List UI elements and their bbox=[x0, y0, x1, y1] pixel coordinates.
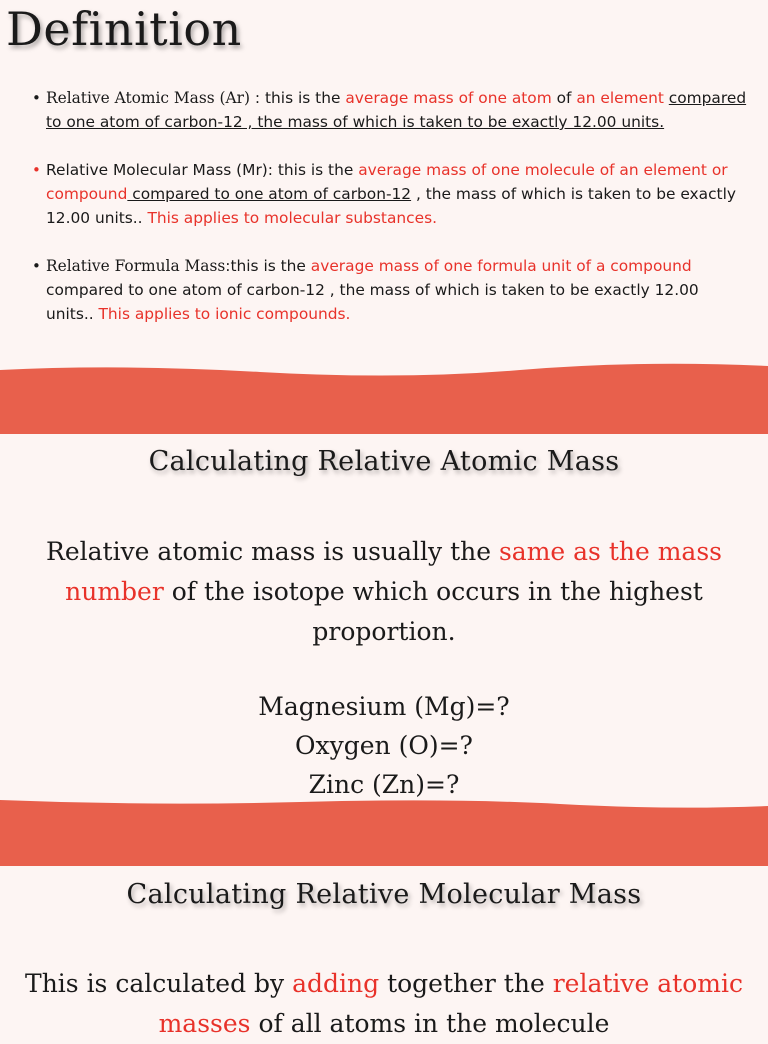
definition-text: :this is the bbox=[225, 257, 311, 275]
definition-label: Relative Formula Mass bbox=[46, 257, 226, 275]
definition-text: : this is the bbox=[250, 89, 346, 107]
paragraph-text: This is calculated by bbox=[25, 969, 293, 998]
paragraph-text: of the isotope which occurs in the highest proportion. bbox=[163, 577, 703, 646]
definition-label: Relative Atomic Mass (Ar) bbox=[46, 89, 251, 107]
section-heading-molecular: Calculating Relative Molecular Mass bbox=[126, 879, 642, 910]
definition-highlight: an element bbox=[576, 89, 664, 107]
definition-list bbox=[30, 86, 750, 350]
bullet-dot: • bbox=[32, 89, 41, 107]
definition-underlined-text: compared to one atom of carbon-12 , the mass of which is taken to be exactly 12.00 units. bbox=[46, 89, 747, 131]
question-list bbox=[0, 687, 768, 804]
question-oxygen: Oxygen (O)=? bbox=[295, 731, 473, 760]
molecular-mass-paragraph bbox=[20, 964, 748, 1044]
definition-highlight: This applies to molecular substances. bbox=[147, 209, 437, 227]
definition-relative-atomic-mass bbox=[30, 86, 750, 134]
paragraph-text: Relative atomic mass is usually the bbox=[46, 537, 499, 566]
definition-label: Relative Molecular Mass (Mr) bbox=[46, 161, 268, 179]
page-title: Definition bbox=[6, 2, 242, 56]
paragraph-highlight: adding bbox=[292, 969, 380, 998]
definition-text: compared to one atom of carbon-12 , the mass of which is taken to be exactly 12.00 units.. bbox=[46, 281, 699, 323]
question-magnesium: Magnesium (Mg)=? bbox=[258, 692, 510, 721]
definition-relative-formula-mass bbox=[30, 254, 750, 326]
section-heading-atomic: Calculating Relative Atomic Mass bbox=[148, 446, 620, 477]
definition-highlight: average mass of one molecule of an element or compound bbox=[46, 161, 728, 203]
definition-highlight: average mass of one atom bbox=[345, 89, 552, 107]
question-zinc: Zinc (Zn)=? bbox=[308, 770, 460, 799]
definition-highlight: average mass of one formula unit of a compound bbox=[310, 257, 692, 275]
paragraph-highlight: same as the mass number bbox=[65, 537, 722, 606]
bullet-dot: • bbox=[32, 161, 41, 179]
definition-text: , the mass of which is taken to be exactly 12.00 units.. bbox=[46, 185, 736, 227]
definition-text: of bbox=[551, 89, 577, 107]
definition-highlight: This applies to ionic compounds. bbox=[98, 305, 351, 323]
section-divider-band bbox=[0, 796, 768, 866]
atomic-mass-paragraph bbox=[20, 532, 748, 652]
bullet-dot: • bbox=[32, 257, 41, 275]
section-divider-band bbox=[0, 362, 768, 434]
paragraph-highlight: relative atomic masses bbox=[158, 969, 743, 1038]
paragraph-text: together the bbox=[379, 969, 553, 998]
paragraph-text: of all atoms in the molecule bbox=[250, 1009, 610, 1038]
definition-relative-molecular-mass bbox=[30, 158, 750, 230]
definition-text: : this is the bbox=[267, 161, 359, 179]
definition-underlined-text: compared to one atom of carbon-12 bbox=[127, 185, 412, 203]
